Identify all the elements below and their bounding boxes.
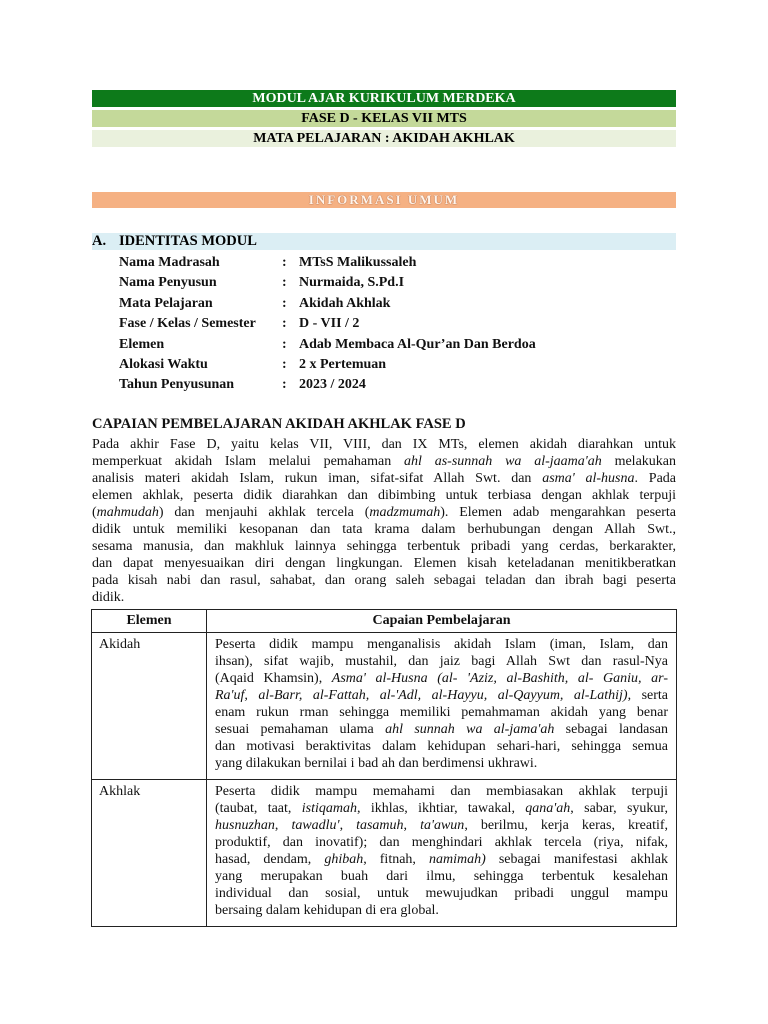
elemen-cell: Akidah	[92, 633, 207, 780]
italic-term: ahl sunnah wa al-jama'ah	[385, 722, 555, 737]
text-run: ihsan), sifat wajib, mustahil, dan jaiz bagi Allah Swt dan rasul-Nya	[215, 654, 668, 669]
italic-term: husnuzhan	[215, 818, 275, 833]
text-run: hasad, dendam,	[215, 852, 325, 867]
module-title-band	[92, 90, 676, 107]
text-run: pada kisah nabi dan rasul, sahabat, dan orang saleh sebagai teladan dan ibrah bagi peserta	[92, 573, 676, 588]
italic-term: ghibah	[324, 852, 364, 867]
identitas-value: 2023 / 2024	[299, 377, 366, 393]
colon: :	[282, 255, 287, 270]
cell-line	[215, 868, 668, 885]
text-run: yang merupakan buah dari ilmu, sehingga terbentuk kesalehan	[215, 869, 668, 884]
italic-term: ahl as-sunnah wa al-jaama'ah	[404, 454, 602, 469]
identitas-value: Adab Membaca Al-Qur’an Dan Berdoa	[299, 336, 536, 352]
text-run: ,	[274, 818, 292, 833]
cell-line	[215, 851, 668, 868]
cell-line	[215, 738, 668, 755]
italic-term: Ra'uf, al-Barr, al-Fattah, al-'Adl, al-Hayyu, al-Qayyum, al-Lathij)	[215, 688, 628, 703]
text-run: elemen akhlak, peserta didik diarahkan dan dibimbing untuk terbiasa dengan akhlak terpuji	[92, 488, 676, 503]
identitas-row	[119, 253, 536, 273]
paragraph-line	[92, 470, 676, 487]
mapel-band	[92, 130, 676, 147]
paragraph-line	[92, 538, 676, 555]
cell-line	[215, 755, 668, 772]
capaian-table	[91, 609, 677, 927]
paragraph-line	[92, 555, 676, 572]
text-run: , berilmu, kerja keras, kreatif,	[464, 818, 669, 833]
identitas-row	[119, 294, 536, 314]
italic-term: asma' al-husna	[542, 471, 635, 486]
text-run: , fitnah,	[363, 852, 429, 867]
header-capaian: Capaian Pembelajaran	[207, 610, 677, 633]
text-run: sebagai manifestasi akhlak	[485, 852, 668, 867]
italic-term: tasamuh	[356, 818, 404, 833]
capaian-paragraph	[92, 436, 676, 606]
capaian-cell	[207, 633, 677, 780]
paragraph-line	[92, 589, 676, 606]
text-run: ,	[403, 818, 421, 833]
cell-line	[215, 687, 668, 704]
cell-line	[215, 653, 668, 670]
identitas-key: Elemen	[119, 336, 165, 352]
colon: :	[282, 377, 287, 393]
text-run: Peserta didik mampu menganalisis akidah Islam (iman, Islam, dan	[215, 637, 668, 652]
text-run: sesama manusia, dan makhluk lainnya sehingga terbentuk pribadi yang cerdas, berkarakter,	[92, 539, 676, 554]
paragraph-line	[92, 521, 676, 538]
italic-term: Asma' al-Husna (al- 'Aziz, al-Bashith, al- Ganiu, ar-	[331, 671, 668, 686]
text-run: Pada akhir Fase D, yaitu kelas VII, VIII, dan IX MTs, elemen akidah diarahkan untuk	[92, 437, 676, 452]
italic-term: madzmumah	[369, 505, 441, 520]
text-run: yang dilakukan bernilai i bad ah dan berdimensi ukhrawi.	[215, 756, 538, 771]
capaian-title: CAPAIAN PEMBELAJARAN AKIDAH AKHLAK FASE D	[92, 416, 466, 432]
mapel-label: MATA PELAJARAN : AKIDAH AKHLAK	[253, 131, 515, 146]
colon: :	[282, 356, 287, 372]
text-run: (	[92, 505, 97, 520]
table-row	[92, 633, 677, 780]
table-header-row	[92, 610, 677, 633]
section-letter: A.	[92, 233, 107, 249]
identitas-key: Mata Pelajaran	[119, 295, 213, 311]
identitas-key: Tahun Penyusunan	[119, 377, 235, 393]
text-run: , sabar, syukur,	[570, 801, 668, 816]
text-run: sebagai landasan	[554, 722, 668, 737]
italic-term: tawadlu'	[291, 818, 340, 833]
text-run: produktif, dan inovatif); dan menghindari akhlak tercela (riya, nifak,	[215, 835, 668, 850]
identitas-row	[119, 375, 536, 395]
identitas-key: Alokasi Waktu	[119, 356, 208, 372]
text-run: enam rukun rman sehingga memiliki pemahmaman akidah yang benar	[215, 705, 668, 720]
informasi-umum-band	[92, 192, 676, 208]
cell-line	[215, 783, 668, 800]
text-run: Peserta didik mampu memahami dan membiasakan akhlak terpuji	[215, 784, 668, 799]
identitas-key: Nama Penyusun	[119, 275, 217, 291]
italic-term: istiqamah	[301, 801, 357, 816]
text-run: melakukan	[601, 454, 677, 469]
paragraph-line	[92, 504, 676, 521]
text-run: sesuai pemahaman ulama	[215, 722, 386, 737]
paragraph-line	[92, 453, 676, 470]
elemen-cell: Akhlak	[92, 780, 207, 927]
text-run: dan motivasi beraktivitas dalam kehidupan sehari-hari, sehingga semua	[215, 739, 668, 754]
text-run: memperkuat akidah Islam melalui pemahaman	[92, 454, 405, 469]
identitas-heading-band	[92, 233, 676, 250]
italic-term: namimah)	[428, 852, 486, 867]
fase-band	[92, 110, 676, 127]
identitas-row	[119, 335, 536, 355]
italic-term: ta'awun	[420, 818, 465, 833]
cell-line	[215, 670, 668, 687]
module-title: MODUL AJAR KURIKULUM MERDEKA	[252, 91, 516, 106]
colon: :	[282, 275, 287, 291]
cell-line	[215, 636, 668, 653]
cell-line	[215, 800, 668, 817]
identitas-value: 2 x Pertemuan	[299, 356, 387, 372]
paragraph-line	[92, 487, 676, 504]
text-run: individual dan sosial, untuk mewujudkan pribadi unggul mampu	[215, 886, 668, 901]
identitas-heading: IDENTITAS MODUL	[119, 233, 257, 249]
identitas-value: Nurmaida, S.Pd.I	[299, 275, 405, 291]
text-run: . Pada	[634, 471, 676, 486]
cell-line	[215, 704, 668, 721]
text-run: didik untuk memiliki kesopanan dan tata krama dalam berhubungan dengan Allah Swt.,	[92, 522, 676, 537]
text-run: ) dan menjauhi akhlak tercela (	[158, 505, 370, 520]
cell-line	[215, 902, 668, 919]
identitas-row	[119, 273, 536, 293]
colon: :	[282, 336, 287, 352]
paragraph-line	[92, 572, 676, 589]
text-run: (taubat, taat,	[215, 801, 302, 816]
text-run: (Aqaid Khamsin),	[215, 671, 332, 686]
table-row	[92, 780, 677, 927]
identitas-value: MTsS Malikussaleh	[299, 255, 417, 270]
text-run: analisis materi akidah Islam, rukun iman, sifat-sifat Allah Swt. dan	[92, 471, 543, 486]
capaian-cell	[207, 780, 677, 927]
identitas-list	[119, 253, 536, 396]
text-run: , serta	[627, 688, 668, 703]
cell-line	[215, 885, 668, 902]
cell-line	[215, 721, 668, 738]
text-run: ,	[339, 818, 357, 833]
cell-line	[215, 817, 668, 834]
paragraph-line	[92, 436, 676, 453]
identitas-row	[119, 314, 536, 334]
identitas-key: Fase / Kelas / Semester	[119, 316, 256, 332]
colon: :	[282, 295, 287, 311]
informasi-umum-heading: INFORMASI UMUM	[308, 192, 460, 207]
text-run: bersaing dalam kehidupan di era global.	[215, 903, 439, 918]
text-run: , ikhlas, ikhtiar, tawakal,	[356, 801, 526, 816]
fase-label: FASE D - KELAS VII MTS	[301, 111, 467, 126]
cell-line	[215, 834, 668, 851]
identitas-value: D - VII / 2	[299, 316, 360, 332]
identitas-value: Akidah Akhlak	[299, 295, 391, 311]
italic-term: mahmudah	[96, 505, 159, 520]
identitas-key: Nama Madrasah	[119, 255, 220, 270]
colon: :	[282, 316, 287, 332]
text-run: ). Elemen adab mengarahkan peserta	[440, 505, 677, 520]
text-run: didik.	[92, 590, 125, 605]
text-run: dan dapat menyesuaikan diri dengan lingkungan. Elemen kisah keteladanan menitikberatkan	[92, 556, 676, 571]
header-elemen: Elemen	[92, 610, 207, 633]
italic-term: qana'ah	[525, 801, 571, 816]
identitas-row	[119, 355, 536, 375]
